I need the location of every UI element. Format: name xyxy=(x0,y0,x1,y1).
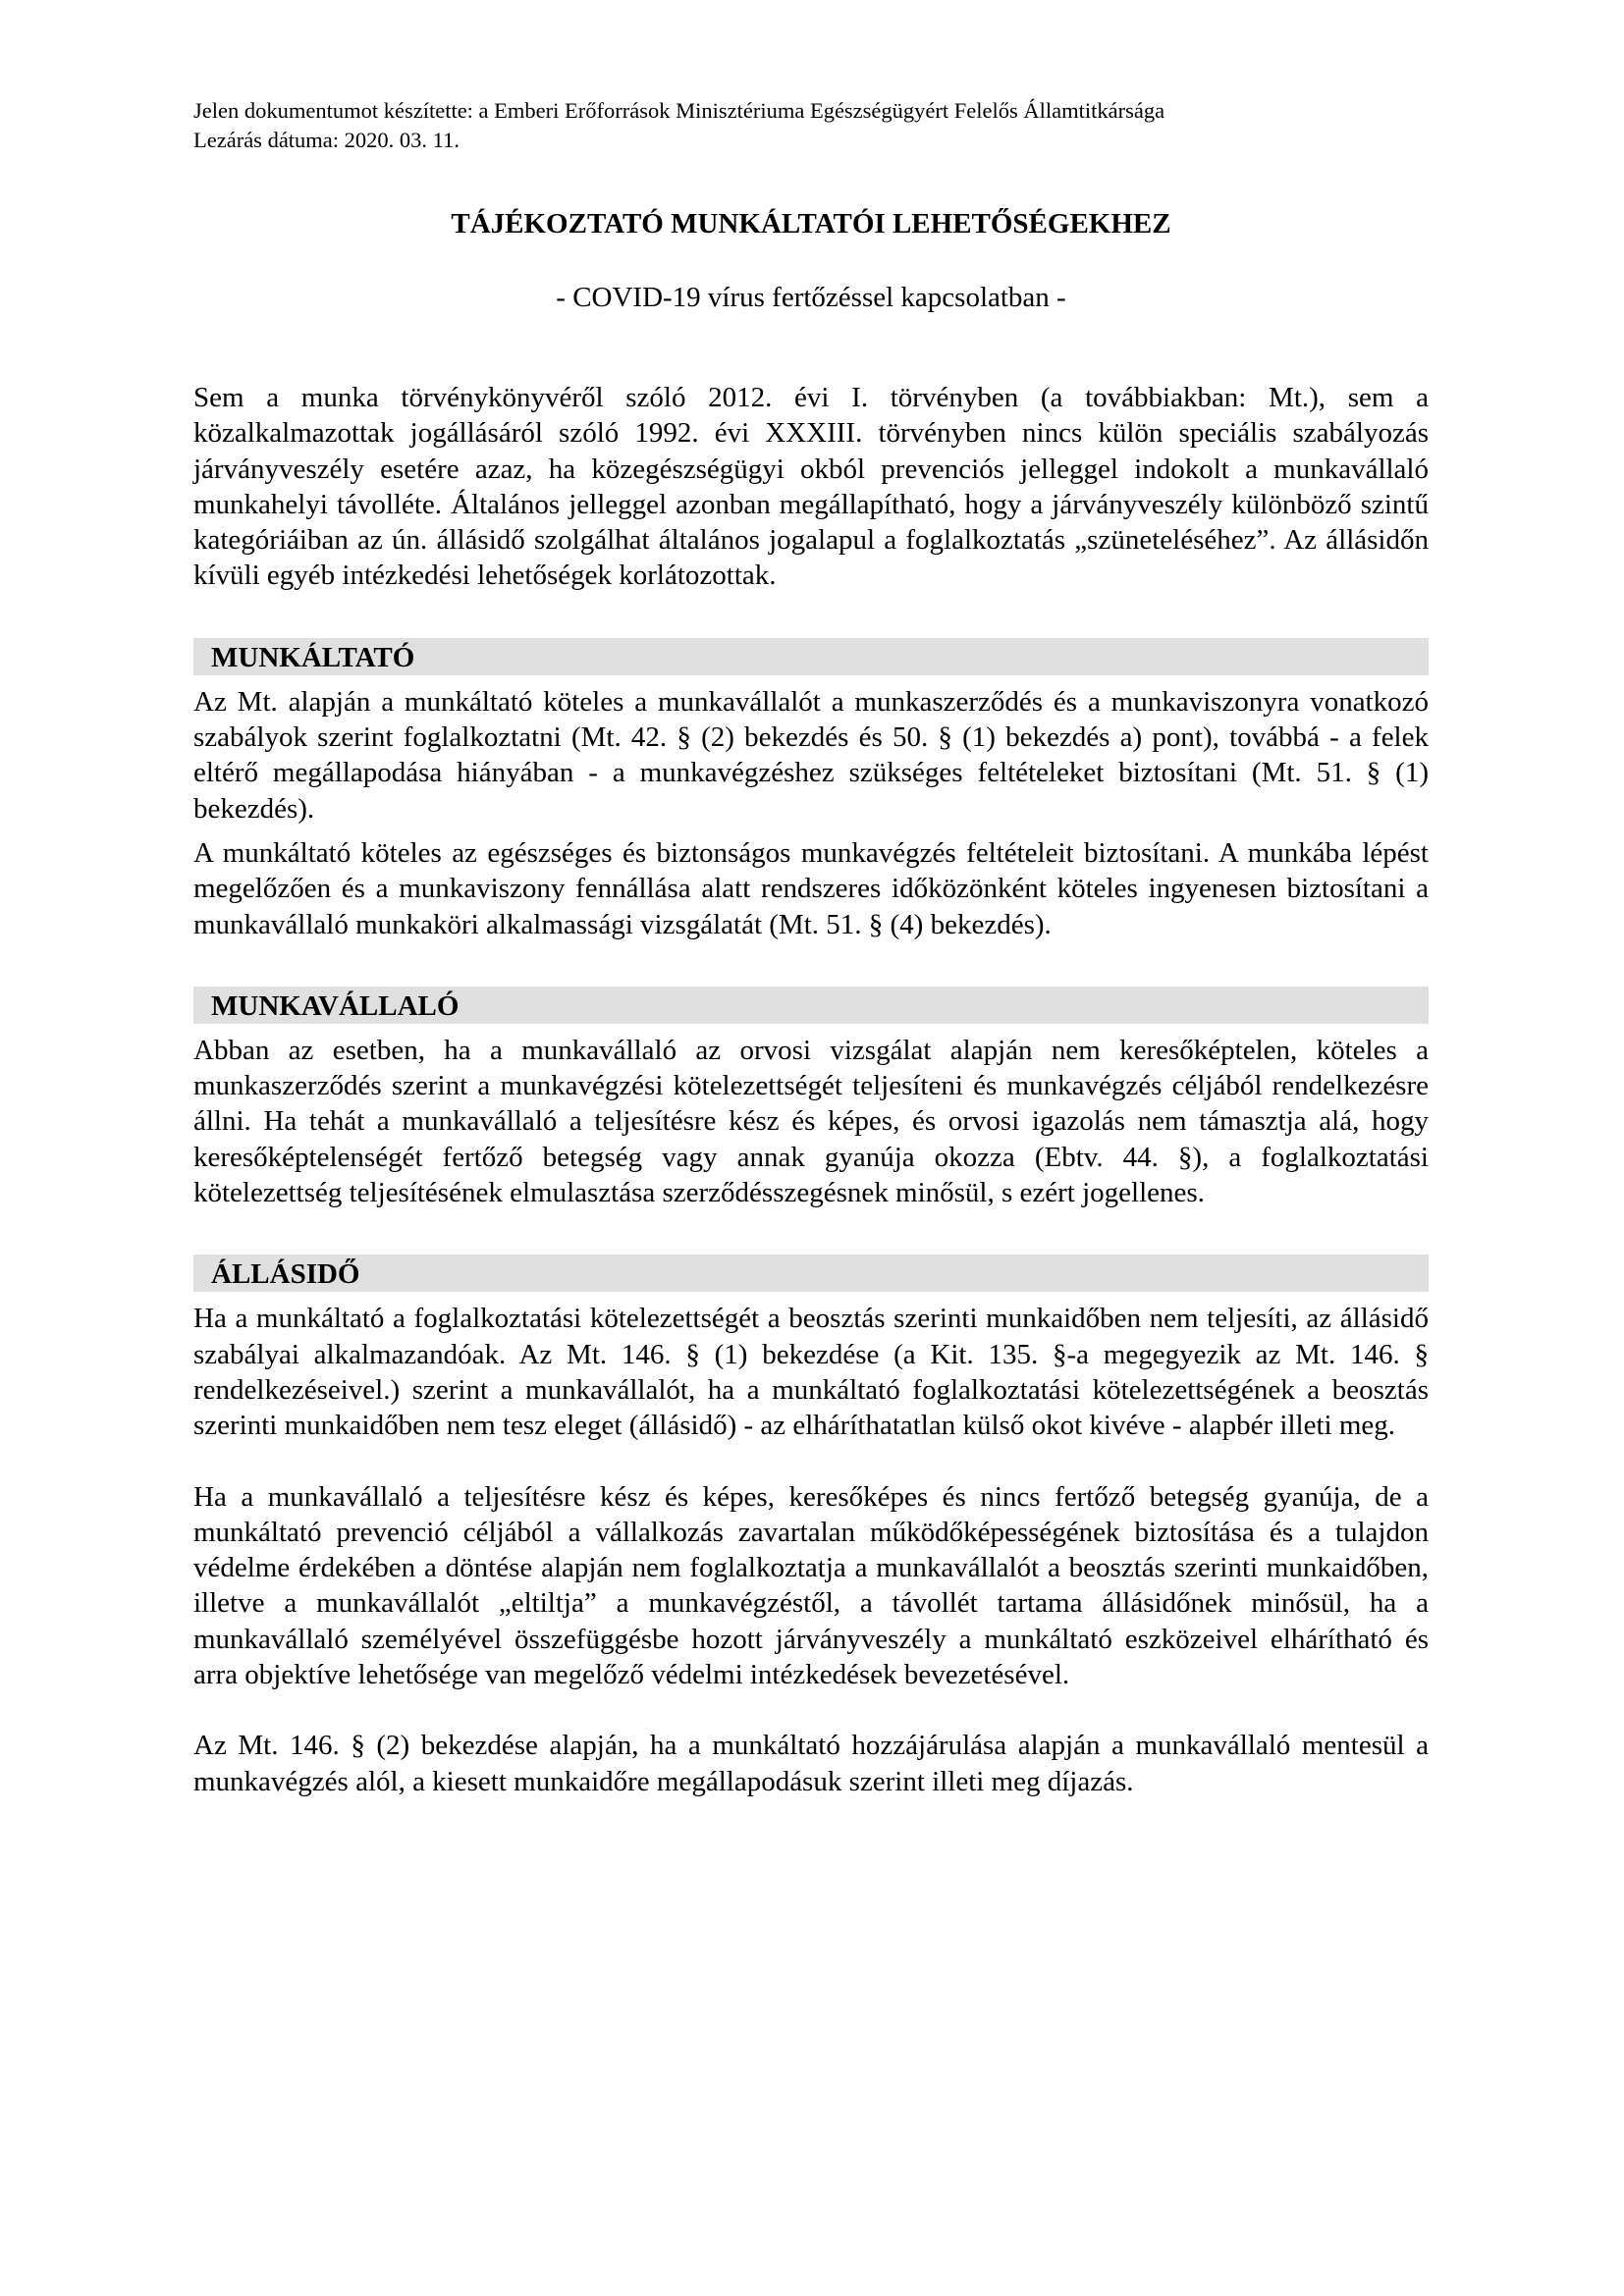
author-line: Jelen dokumentumot készítette: a Emberi Erőforrások Minisztériuma Egészségügyért Felelős Államtitkársága xyxy=(193,98,1165,123)
munkaltato-paragraph-2: A munkáltató köteles az egészséges és biztonságos munkavégzés feltételeit biztosítani. A munkába lépést megelőzően és a munkaviszony fennállása alatt rendszeres időközönként köteles ingyenesen biztosítani a munkavállaló munkaköri alkalmassági vizsgálatát (Mt. 51. § (4) bekezdés). xyxy=(193,836,1429,940)
section-heading-munkavallalo: MUNKAVÁLLALÓ xyxy=(193,987,1429,1024)
allasido-paragraph-3: Az Mt. 146. § (2) bekezdése alapján, ha a munkáltató hozzájárulása alapján a munkavállaló mentesül a munkavégzés alól, a kiesett munkaidőre megállapodásuk szerint illeti meg díjazás. xyxy=(193,1730,1429,1797)
document-subtitle: - COVID-19 vírus fertőzéssel kapcsolatban - xyxy=(556,282,1066,313)
document-page xyxy=(193,96,1429,1799)
allasido-paragraph-1: Ha a munkáltató a foglalkoztatási kötelezettségét a beosztás szerinti munkaidőben nem teljesíti, az állásidő szabályai alkalmazandóak. Az Mt. 146. § (1) bekezdése (a Kit. 135. §-a megegyezik az Mt. 146. § rendelkezéseivel.) szerint a munkavállalót, ha a munkáltató foglalkoztatási kötelezettségének a beosztás szerinti munkaidőben nem tesz eleget (állásidő) - az elháríthatatlan külső okot kivéve - alapbér illeti meg. xyxy=(193,1303,1429,1442)
closing-date-line: Lezárás dátuma: 2020. 03. 11. xyxy=(193,128,460,152)
munkaltato-paragraph-1: Az Mt. alapján a munkáltató köteles a munkavállalót a munkaszerződés és a munkaviszonyra vonatkozó szabályok szerint foglalkoztatni (Mt. 42. § (2) bekezdés és 50. § (1) bekezdés a) pont), továbbá - a felek eltérő megállapodása hiányában - a munkavégzéshez szükséges feltételeket biztosítani (Mt. 51. § (1) bekezdés). xyxy=(193,685,1429,825)
allasido-paragraph-2: Ha a munkavállaló a teljesítésre kész és képes, keresőképes és nincs fertőző betegség gyanúja, de a munkáltató prevenció céljából a vállalkozás zavartalan működőképességének biztosítása és a tulajdon védelme érdekében a döntése alapján nem foglalkoztatja a munkavállalót a beosztás szerinti munkaidőben, illetve a munkavállalót „eltiltja” a munkavégzéstől, a távollét tartama állásidőnek minősül, ha a munkavállaló személyével összefüggésbe hozott járványveszély a munkáltató eszközeivel elhárítható és arra objektíve lehetősége van megelőző védelmi intézkedések bevezetésével. xyxy=(193,1480,1429,1691)
munkavallalo-paragraph-1: Abban az esetben, ha a munkavállaló az orvosi vizsgálat alapján nem keresőképtelen, köteles a munkaszerződés szerint a munkavégzési kötelezettségét teljesíteni és munkavégzés céljából rendelkezésre állni. Ha tehát a munkavállaló a teljesítésre kész és képes, és orvosi igazolás nem támasztja alá, hogy keresőképtelenségét fertőző betegség vagy annak gyanúja okozza (Ebtv. 44. §), a foglalkoztatási kötelezettség teljesítésének elmulasztása szerződésszegésnek minősül, s ezért jogellenes. xyxy=(193,1034,1429,1209)
section-heading-allasido: ÁLLÁSIDŐ xyxy=(193,1255,1429,1292)
section-heading-munkaltato: MUNKÁLTATÓ xyxy=(193,638,1429,675)
intro-paragraph: Sem a munka törvénykönyvéről szóló 2012. évi I. törvényben (a továbbiakban: Mt.), sem a közalkalmazottak jogállásáról szóló 1992. évi XXXIII. törvényben nincs külön speciális szabályozás járványveszély esetére azaz, ha közegészségügyi okból prevenciós jelleggel indokolt a munkavállaló munkahelyi távolléte. Általános jelleggel azonban megállapítható, hogy a járványveszély különböző szintű kategóriáiban az ún. állásidő szolgálhat általános jogalapul a foglalkoztatás „szüneteléséhez”. Az állásidőn kívüli egyéb intézkedési lehetőségek korlátozottak. xyxy=(193,382,1429,592)
document-title: TÁJÉKOZTATÓ MUNKÁLTATÓI LEHETŐSÉGEKHEZ xyxy=(451,208,1171,240)
